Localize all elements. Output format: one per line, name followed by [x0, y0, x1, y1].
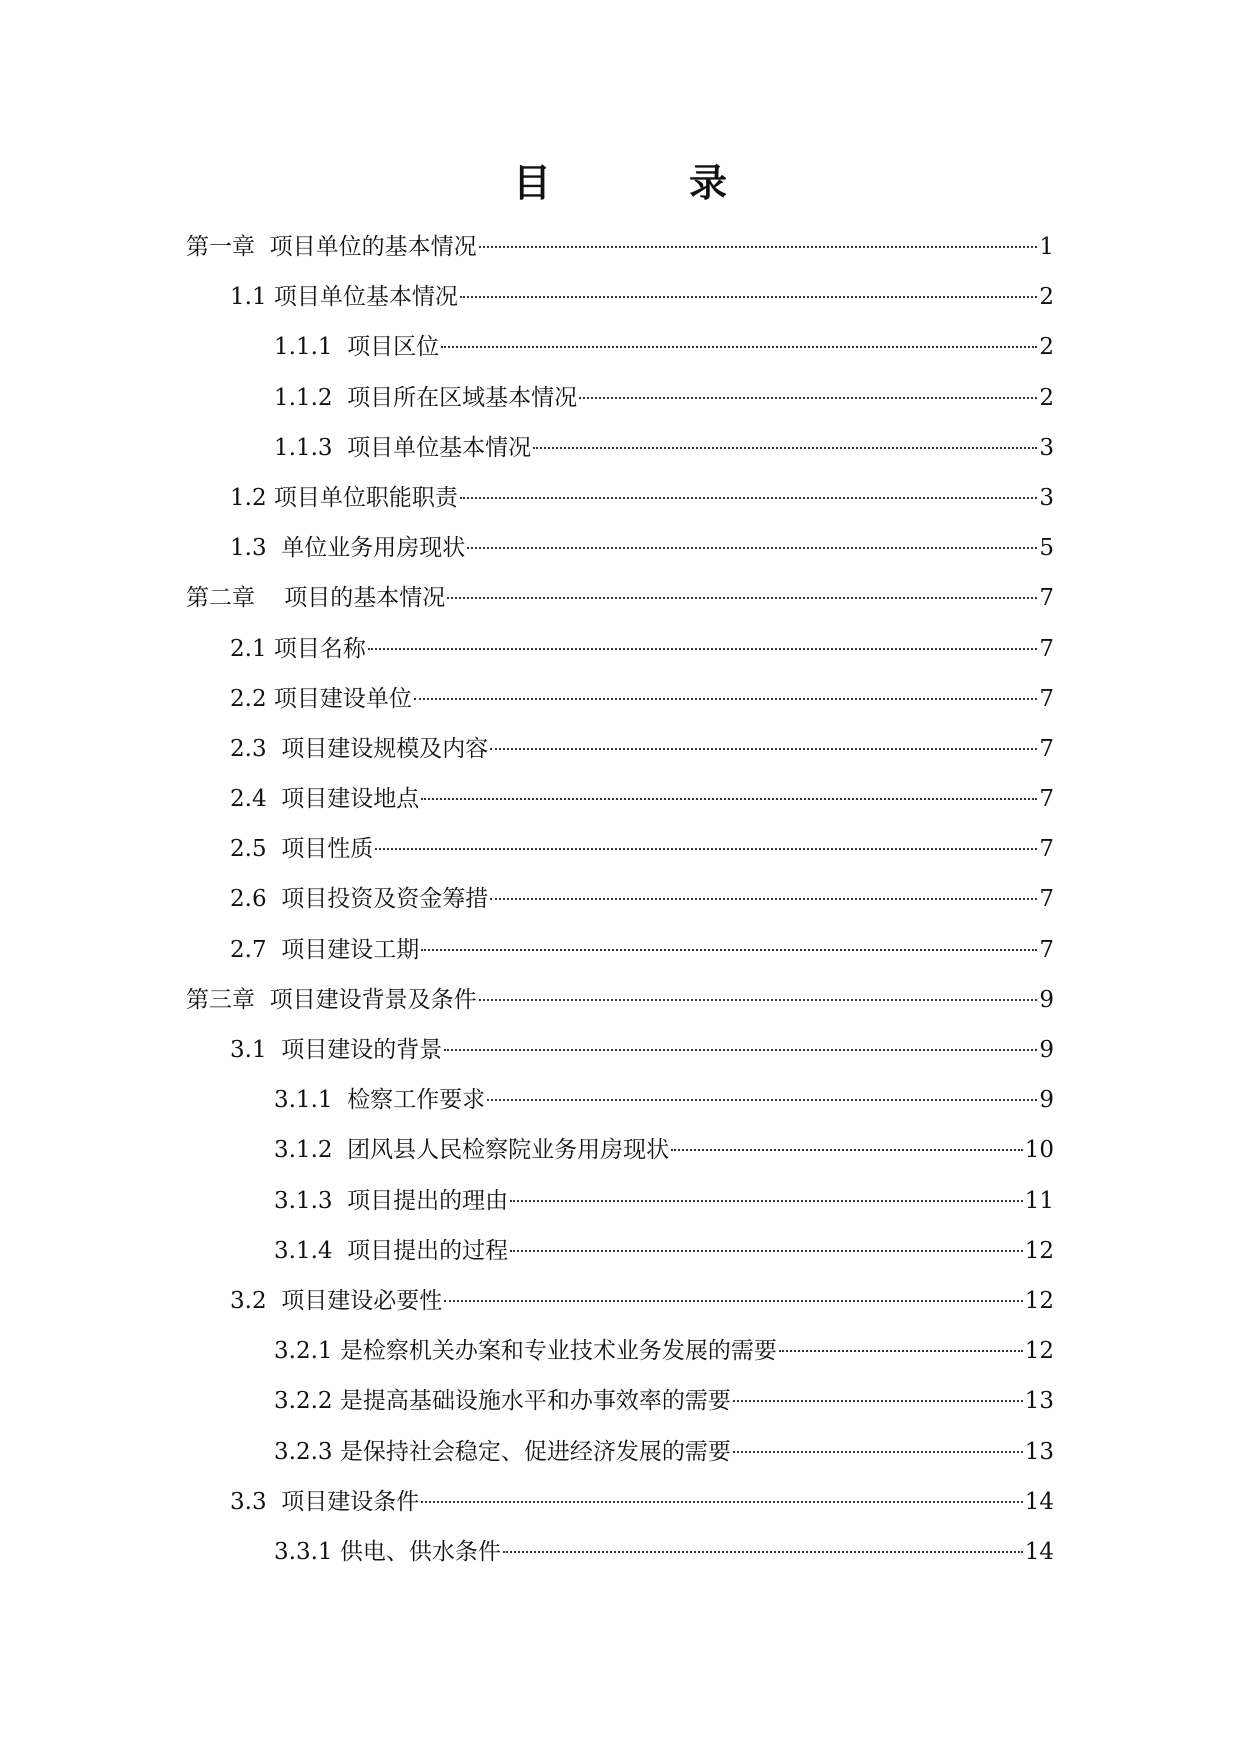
toc-list: [186, 222, 1054, 1577]
toc-dot-leader: [579, 397, 1037, 399]
toc-page-number: 9: [1039, 1087, 1054, 1114]
toc-entry[interactable]: [186, 975, 1054, 1025]
toc-page-number: 2: [1039, 334, 1054, 361]
toc-entry-title: 1.1 项目单位基本情况: [230, 284, 458, 311]
toc-entry-title: 2.3 项目建设规模及内容: [230, 735, 489, 762]
toc-entry-title: 1.2 项目单位职能职责: [230, 484, 458, 511]
toc-page-number: 10: [1024, 1137, 1054, 1164]
toc-entry-title: 2.1 项目名称: [230, 635, 366, 662]
toc-entry-title: 第一章 项目单位的基本情况: [186, 234, 477, 260]
toc-entry[interactable]: [186, 1527, 1054, 1577]
toc-entry-title: 1.1.2 项目所在区域基本情况: [274, 384, 578, 411]
toc-entry[interactable]: [186, 222, 1054, 272]
toc-page-number: 3: [1039, 484, 1054, 511]
toc-entry-title: 2.5 项目性质: [230, 836, 374, 863]
toc-entry-title: 3.2.3 是保持社会稳定、促进经济发展的需要: [274, 1438, 731, 1465]
toc-entry-title: 3.1 项目建设的背景: [230, 1037, 443, 1063]
toc-entry[interactable]: [186, 824, 1054, 874]
toc-entry-title: 2.6 项目投资及资金筹措: [230, 886, 489, 913]
toc-entry[interactable]: [186, 1075, 1054, 1125]
toc-entry[interactable]: [186, 1276, 1054, 1326]
toc-page-number: 11: [1024, 1187, 1054, 1214]
toc-page-number: 7: [1039, 585, 1054, 612]
toc-entry[interactable]: [186, 1376, 1054, 1426]
toc-dot-leader: [467, 547, 1037, 549]
toc-page-number: 13: [1024, 1388, 1054, 1415]
toc-page-number: 12: [1024, 1237, 1054, 1264]
toc-dot-leader: [479, 999, 1038, 1001]
toc-entry[interactable]: [186, 624, 1054, 674]
toc-page-number: 7: [1039, 936, 1054, 963]
toc-entry-title: 3.2 项目建设必要性: [230, 1287, 443, 1314]
toc-page-number: 3: [1039, 434, 1054, 461]
toc-entry-title: 3.3 项目建设条件: [230, 1488, 420, 1515]
toc-entry[interactable]: [186, 473, 1054, 523]
toc-entry[interactable]: [186, 573, 1054, 623]
toc-entry[interactable]: [186, 1477, 1054, 1527]
toc-page-number: 12: [1024, 1287, 1054, 1314]
toc-dot-leader: [460, 296, 1037, 298]
toc-page-number: 13: [1024, 1438, 1054, 1465]
toc-entry[interactable]: [186, 874, 1054, 924]
toc-entry-title: 1.3 单位业务用房现状: [230, 535, 466, 562]
toc-dot-leader: [368, 648, 1037, 650]
toc-entry-title: 第三章 项目建设背景及条件: [186, 986, 477, 1013]
toc-page-number: 9: [1039, 986, 1054, 1013]
toc-entry[interactable]: [186, 523, 1054, 573]
toc-entry[interactable]: [186, 1025, 1054, 1075]
toc-entry-title: 2.7 项目建设工期: [230, 936, 420, 963]
toc-page-number: 2: [1039, 284, 1054, 311]
toc-entry[interactable]: [186, 674, 1054, 724]
toc-entry-title: 第二章 项目的基本情况: [186, 585, 446, 612]
toc-entry-title: 3.1.2 团风县人民检察院业务用房现状: [274, 1137, 670, 1164]
toc-page-number: 7: [1039, 685, 1054, 712]
toc-dot-leader: [490, 748, 1037, 750]
toc-page-number: 14: [1024, 1488, 1054, 1515]
toc-entry[interactable]: [186, 322, 1054, 372]
toc-dot-leader: [490, 898, 1037, 900]
toc-dot-leader: [733, 1451, 1023, 1453]
toc-page-number: 7: [1039, 836, 1054, 863]
toc-dot-leader: [779, 1350, 1023, 1352]
toc-entry-title: 3.1.1 检察工作要求: [274, 1087, 486, 1114]
toc-entry[interactable]: [186, 1125, 1054, 1175]
toc-dot-leader: [460, 497, 1037, 499]
toc-dot-leader: [421, 949, 1037, 951]
toc-entry-title: 3.1.4 项目提出的过程: [274, 1237, 509, 1264]
toc-title: 目 录: [512, 160, 777, 205]
toc-entry[interactable]: [186, 373, 1054, 423]
toc-dot-leader: [671, 1149, 1023, 1151]
toc-entry[interactable]: [186, 1326, 1054, 1376]
toc-dot-leader: [503, 1551, 1023, 1553]
toc-entry-title: 1.1.1 项目区位: [274, 334, 440, 361]
toc-page-number: 14: [1024, 1538, 1054, 1565]
toc-dot-leader: [510, 1200, 1023, 1202]
toc-entry[interactable]: [186, 423, 1054, 473]
toc-page-number: 9: [1039, 1037, 1054, 1063]
toc-dot-leader: [447, 597, 1037, 599]
toc-dot-leader: [444, 1049, 1037, 1051]
toc-page-number: 7: [1039, 735, 1054, 762]
toc-entry[interactable]: [186, 1427, 1054, 1477]
toc-page-number: 7: [1039, 886, 1054, 913]
toc-entry[interactable]: [186, 272, 1054, 322]
toc-page-number: 12: [1024, 1338, 1054, 1365]
toc-entry-title: 1.1.3 项目单位基本情况: [274, 434, 532, 461]
toc-dot-leader: [533, 447, 1037, 449]
toc-page-number: 7: [1039, 635, 1054, 662]
toc-entry-title: 2.2 项目建设单位: [230, 685, 412, 712]
toc-entry-title: 3.2.1 是检察机关办案和专业技术业务发展的需要: [274, 1338, 777, 1365]
toc-dot-leader: [421, 798, 1037, 800]
toc-dot-leader: [479, 246, 1038, 248]
toc-entry[interactable]: [186, 1176, 1054, 1226]
toc-entry-title: 3.3.1 供电、供水条件: [274, 1538, 501, 1565]
toc-dot-leader: [733, 1400, 1023, 1402]
toc-entry[interactable]: [186, 724, 1054, 774]
toc-dot-leader: [375, 848, 1037, 850]
toc-page-number: 2: [1039, 384, 1054, 411]
toc-dot-leader: [487, 1099, 1037, 1101]
toc-entry[interactable]: [186, 1226, 1054, 1276]
toc-page-number: 5: [1039, 535, 1054, 562]
toc-page-number: 7: [1039, 786, 1054, 813]
toc-dot-leader: [414, 698, 1037, 700]
toc-dot-leader: [444, 1300, 1023, 1302]
toc-dot-leader: [421, 1501, 1023, 1503]
toc-entry[interactable]: [186, 774, 1054, 824]
toc-entry[interactable]: [186, 925, 1054, 975]
toc-dot-leader: [441, 346, 1037, 348]
toc-page-number: 1: [1039, 234, 1054, 260]
toc-entry-title: 3.1.3 项目提出的理由: [274, 1187, 509, 1214]
toc-dot-leader: [510, 1250, 1023, 1252]
toc-entry-title: 3.2.2 是提高基础设施水平和办事效率的需要: [274, 1388, 731, 1415]
toc-entry-title: 2.4 项目建设地点: [230, 786, 420, 813]
